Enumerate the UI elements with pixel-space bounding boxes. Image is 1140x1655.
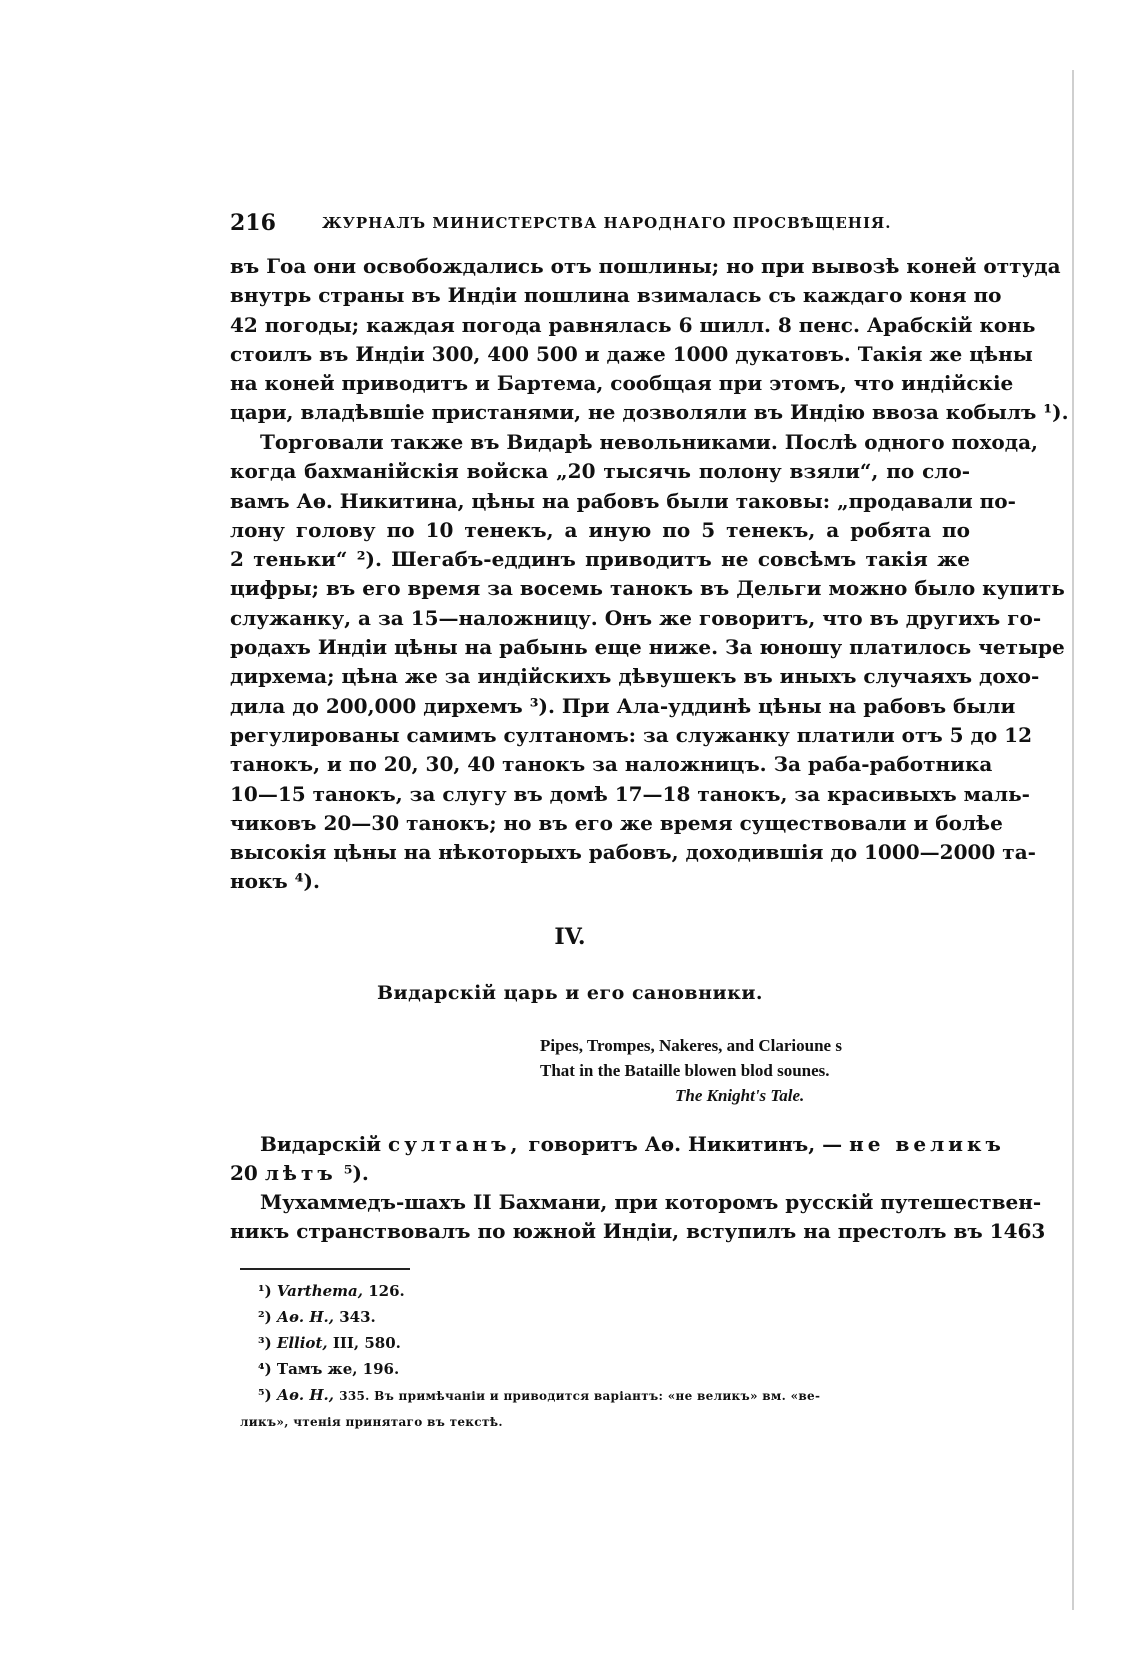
section-title: Видарскій царь и его сановники.: [376, 982, 764, 1004]
footnote-mark: ³): [258, 1334, 272, 1352]
text-line: внутрь страны въ Индіи пошлина взималась съ каждаго коня по: [230, 283, 1002, 308]
text-line: въ Гоа они освобождались отъ пошлины; но при вывозѣ коней оттуда: [230, 254, 1061, 278]
footnote-source: Аѳ. Н.,: [276, 1308, 334, 1326]
footnote-mark: ⁵): [258, 1386, 272, 1404]
footnote-2: [258, 1304, 958, 1330]
text-line: служанку, а за 15—наложницу. Онъ же говоритъ, что въ другихъ го-: [230, 605, 1042, 630]
paragraph-1: [230, 252, 1069, 428]
footnote-3: [258, 1330, 958, 1356]
epigraph-line-2: That in the Bataille blowen blod sounes.: [540, 1061, 830, 1080]
text-line: дила до 200,000 дирхемъ ³). При Ала-уддинѣ цѣны на рабовъ были: [230, 693, 1016, 718]
footnote-source: Varthema,: [276, 1282, 363, 1300]
text-line: танокъ, и по 20, 30, 40 танокъ за наложницъ. За раба-работника: [230, 752, 993, 777]
footnote-source: Аѳ. Н.,: [276, 1386, 334, 1404]
running-head: ЖУРНАЛЪ МИНИСТЕРСТВА НАРОДНАГО ПРОСВѢЩЕНІЯ.: [322, 214, 892, 232]
footnote-mark: ²): [258, 1308, 272, 1326]
text-line: Мухаммедъ-шахъ II Бахмани, при которомъ русскій путешествен-: [260, 1190, 1042, 1214]
text-line: 2 теньки“ ²). Шегабъ-еддинъ приводитъ не совсѣмъ такія же: [230, 547, 970, 572]
epigraph: [540, 1033, 920, 1108]
text-line: нокъ ⁴).: [230, 869, 320, 894]
text-line: родахъ Индіи цѣны на рабынь еще ниже. За юношу платилось четыре: [230, 635, 1065, 660]
text-line: когда бахманійскія войска „20 тысячь полону взяли“, по сло-: [230, 459, 970, 484]
text-line: 10—15 танокъ, за слугу въ домѣ 17—18 танокъ, за красивыхъ маль-: [230, 781, 1030, 806]
footnote-5: [258, 1382, 958, 1409]
footnote-5-continued: ликъ», чтенія принятаго въ текстѣ.: [240, 1415, 503, 1429]
footnote-source: Elliot,: [276, 1334, 328, 1352]
footnote-1: [258, 1278, 958, 1304]
paragraph-4: [230, 1188, 1046, 1247]
footnote-rule: [240, 1268, 410, 1270]
text-run: Видарскій: [260, 1132, 382, 1156]
footnote-text: 343.: [339, 1308, 376, 1326]
paragraph-3: [230, 1130, 1005, 1189]
footnote-text: III, 580.: [332, 1334, 401, 1352]
text-line: высокія цѣны на нѣкоторыхъ рабовъ, доходившія до 1000—2000 та-: [230, 840, 1036, 865]
footnotes: [240, 1278, 958, 1435]
text-line: никъ странствовалъ по южной Индіи, вступилъ на престолъ въ 1463: [230, 1219, 1046, 1244]
footnote-mark: ⁴): [258, 1360, 272, 1378]
footnote-text: Тамъ же, 196.: [276, 1360, 400, 1378]
text-line: Торговали также въ Видарѣ невольниками. Послѣ одного похода,: [260, 430, 1038, 454]
footnote-text: 126.: [368, 1282, 405, 1300]
text-line: чиковъ 20—30 танокъ; но въ его же время существовали и болѣе: [230, 810, 1003, 835]
section-numeral: IV.: [554, 924, 586, 950]
text-line: цифры; въ его время за восемь танокъ въ Дельги можно было купить: [230, 576, 1065, 601]
text-run: ⁵).: [343, 1161, 369, 1186]
page-edge-line: [1072, 70, 1074, 1610]
text-line: [230, 1159, 970, 1188]
text-line: дирхема; цѣна же за индійскихъ дѣвушекъ въ иныхъ случаяхъ дохо-: [230, 664, 1040, 689]
text-run: 20: [230, 1161, 258, 1186]
spaced-word: султанъ,: [388, 1132, 522, 1156]
spaced-word: не великъ: [849, 1132, 1005, 1156]
text-run: говоритъ Аѳ. Никитинъ, —: [528, 1132, 843, 1156]
text-line: на коней приводитъ и Бартема, сообщая при этомъ, что индійскіе: [230, 371, 1014, 396]
paragraph-2: [230, 428, 1065, 897]
page-header: [230, 210, 970, 238]
text-line: лону голову по 10 тенекъ, а иную по 5 тенекъ, а робята по: [230, 517, 970, 542]
spaced-word: лѣтъ: [264, 1161, 337, 1186]
text-line: 42 погоды; каждая погода равнялась 6 шилл. 8 пенс. Арабскій конь: [230, 312, 1036, 337]
footnote-mark: ¹): [258, 1282, 272, 1300]
text-line: вамъ Аѳ. Никитина, цѣны на рабовъ были таковы: „продавали по-: [230, 488, 1016, 513]
epigraph-source: The Knight's Tale.: [675, 1086, 805, 1105]
epigraph-line-1: Pipes, Trompes, Nakeres, and Clarioune s: [540, 1036, 842, 1055]
page-number: 216: [230, 210, 276, 236]
footnote-text: 335. Въ примѣчаніи и приводится варіантъ: «не великъ» вм. «ве-: [339, 1389, 821, 1403]
text-line: цари, владѣвшіе пристанями, не дозволяли въ Индію ввоза кобылъ ¹).: [230, 400, 1069, 425]
text-line: стоилъ въ Индіи 300, 400 500 и даже 1000 дукатовъ. Такія же цѣны: [230, 341, 1033, 366]
footnote-4: [258, 1356, 958, 1382]
text-line: регулированы самимъ султаномъ: за служанку платили отъ 5 до 12: [230, 722, 1033, 747]
text-line: [230, 1130, 1005, 1159]
